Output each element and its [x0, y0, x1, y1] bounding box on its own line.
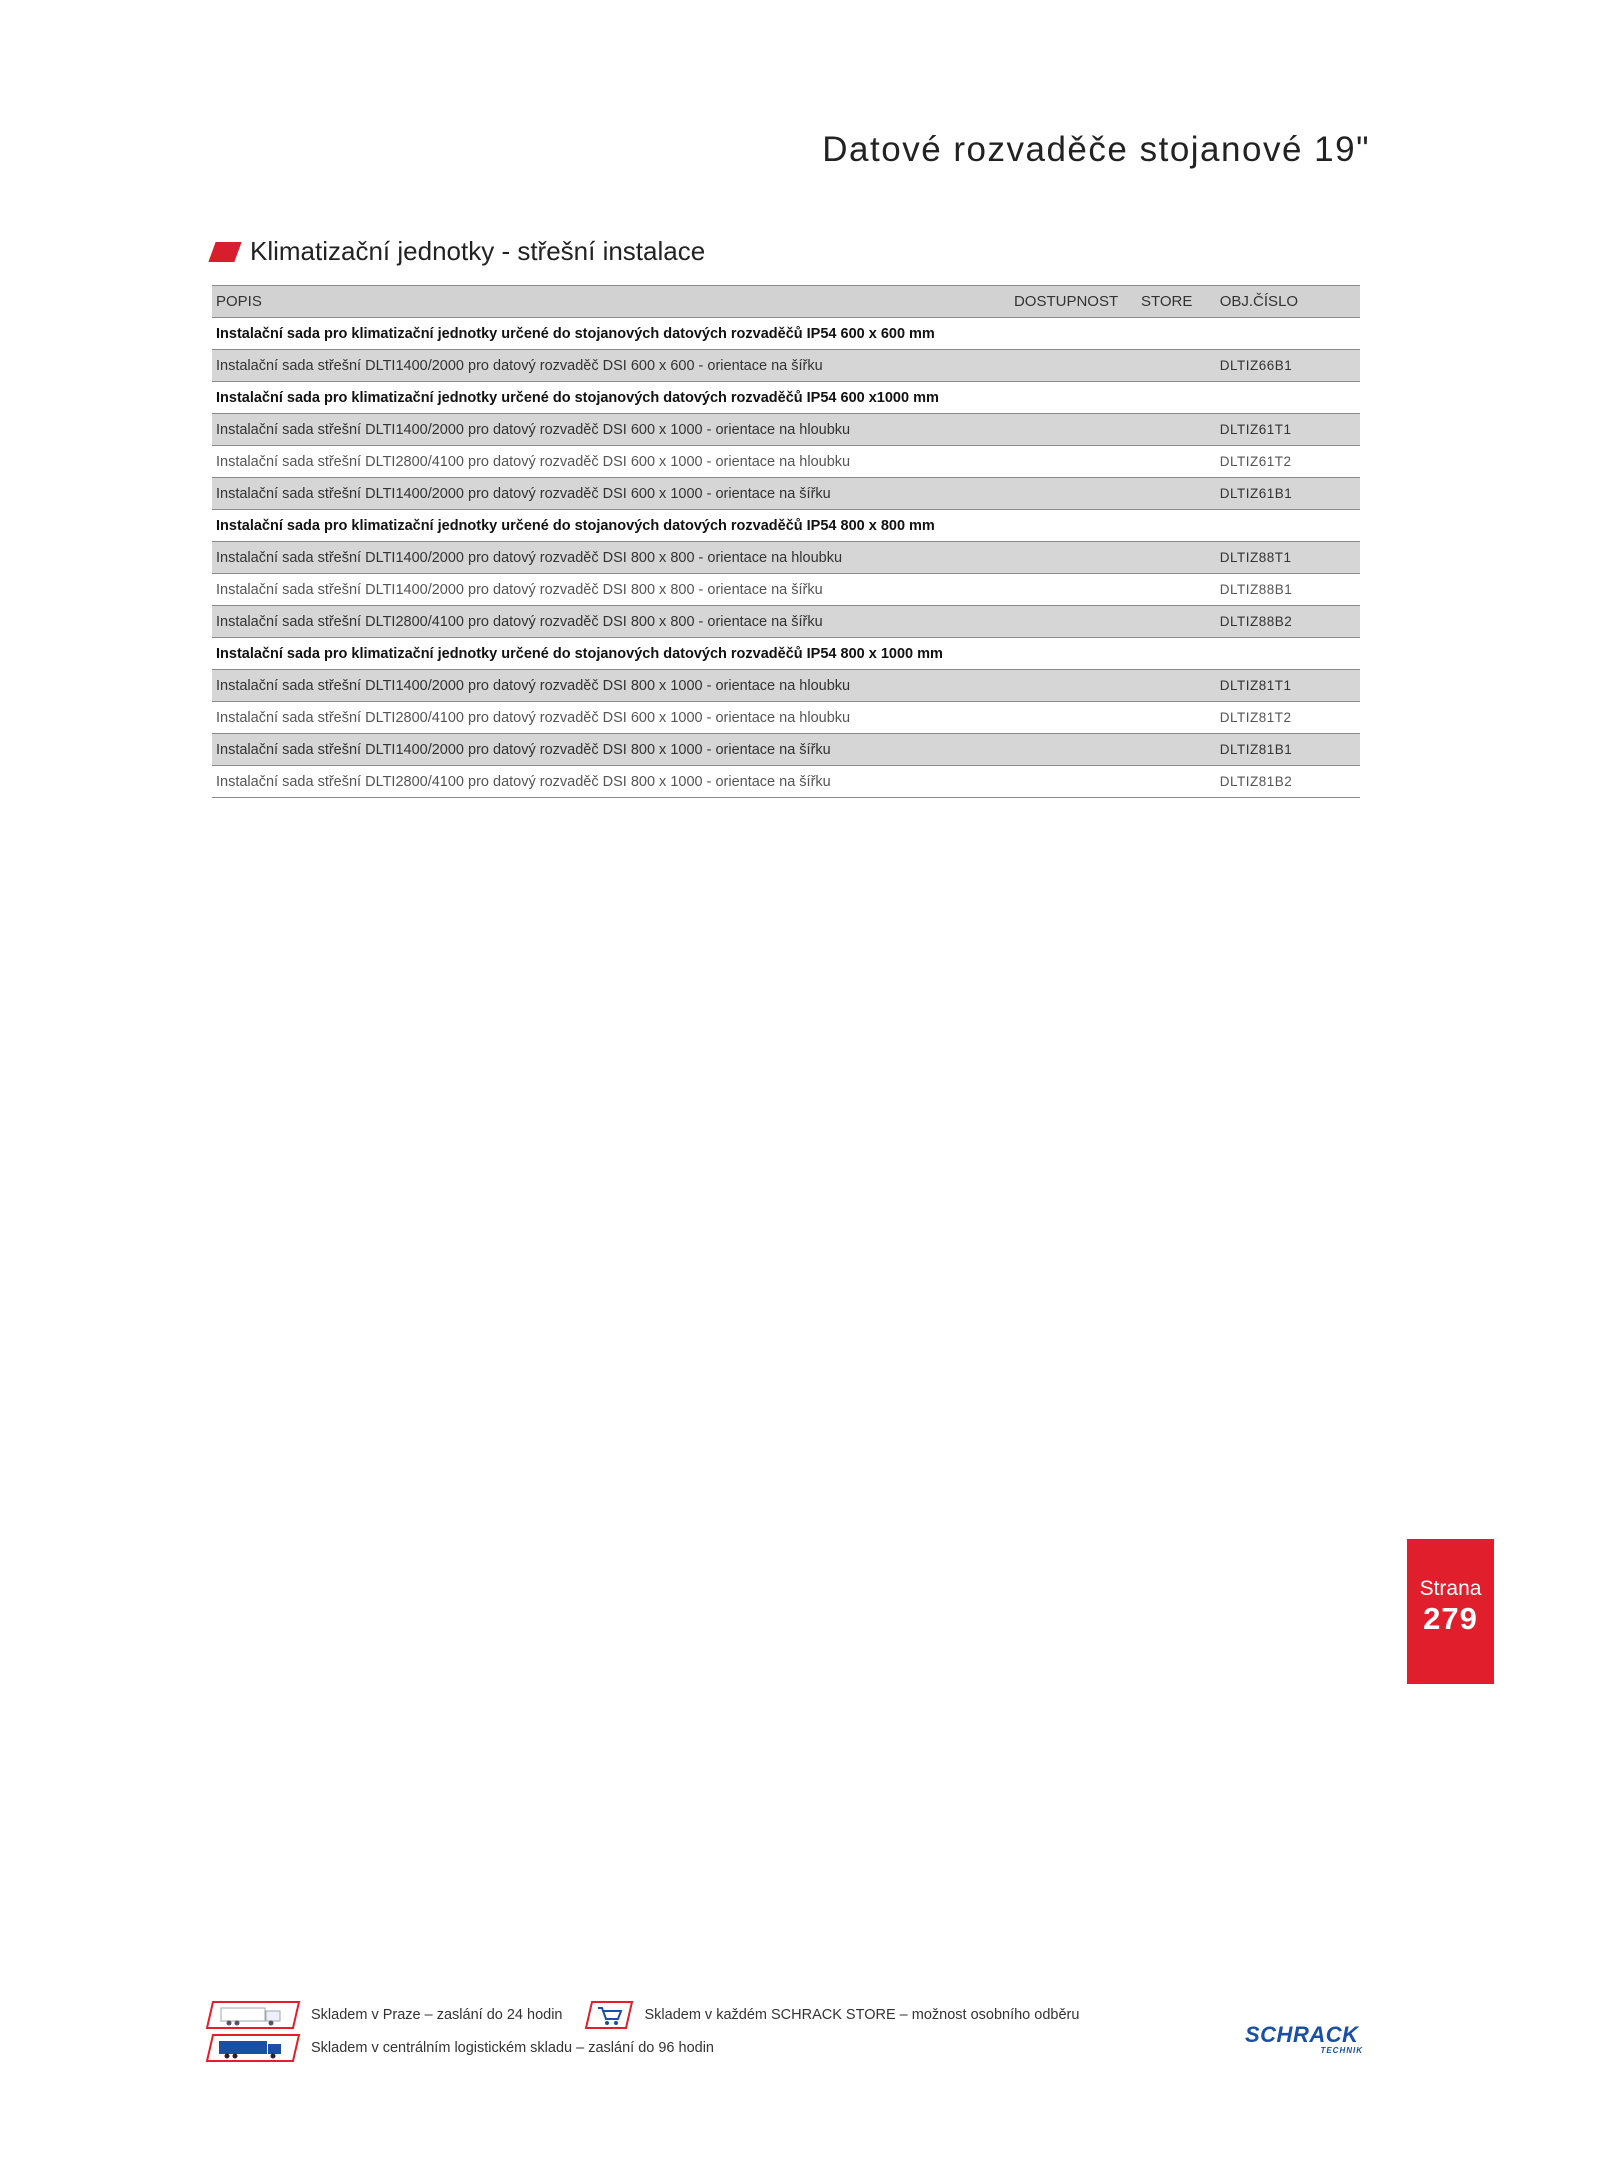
- item-availability: [1010, 446, 1137, 478]
- brand-name: SCHRACK: [1245, 2022, 1359, 2047]
- table-row: [212, 414, 1360, 446]
- header-description: POPIS: [212, 286, 1010, 318]
- item-store: [1137, 574, 1216, 606]
- item-store: [1137, 478, 1216, 510]
- header-store: STORE: [1137, 286, 1216, 318]
- legend-row-1: [205, 2000, 1101, 2030]
- table-group-row: [212, 382, 1360, 414]
- item-description: Instalační sada střešní DLTI1400/2000 pro datový rozvaděč DSI 800 x 800 - orientace na hloubku: [212, 542, 1010, 574]
- item-availability: [1010, 414, 1137, 446]
- section-title: Klimatizační jednotky - střešní instalace: [250, 236, 706, 266]
- item-store: [1137, 702, 1216, 734]
- table-row: [212, 702, 1360, 734]
- header-order-number: OBJ.ČÍSLO: [1216, 286, 1360, 318]
- legend-central: [205, 2033, 714, 2063]
- item-order-number: DLTIZ88B1: [1216, 574, 1360, 606]
- group-description: Instalační sada pro klimatizační jednotky určené do stojanových datových rozvaděčů IP54 800 x 1000 mm: [212, 638, 1360, 670]
- item-description: Instalační sada střešní DLTI1400/2000 pro datový rozvaděč DSI 800 x 800 - orientace na šířku: [212, 574, 1010, 606]
- item-store: [1137, 670, 1216, 702]
- item-order-number: DLTIZ61T1: [1216, 414, 1360, 446]
- item-store: [1137, 606, 1216, 638]
- item-description: Instalační sada střešní DLTI1400/2000 pro datový rozvaděč DSI 600 x 1000 - orientace na hloubku: [212, 414, 1010, 446]
- item-availability: [1010, 574, 1137, 606]
- table-row: [212, 478, 1360, 510]
- item-availability: [1010, 766, 1137, 798]
- item-store: [1137, 350, 1216, 382]
- legend-row-2: [205, 2033, 736, 2063]
- table-row: [212, 606, 1360, 638]
- group-description: Instalační sada pro klimatizační jednotky určené do stojanových datových rozvaděčů IP54 600 x 600 mm: [212, 318, 1360, 350]
- table-row: [212, 350, 1360, 382]
- table-row: [212, 574, 1360, 606]
- page-number: 279: [1423, 1601, 1478, 1636]
- item-store: [1137, 734, 1216, 766]
- item-store: [1137, 542, 1216, 574]
- item-description: Instalační sada střešní DLTI1400/2000 pro datový rozvaděč DSI 800 x 1000 - orientace na šířku: [212, 734, 1010, 766]
- table-row: [212, 670, 1360, 702]
- item-availability: [1010, 478, 1137, 510]
- table-row: [212, 446, 1360, 478]
- truck-white-icon: [205, 2000, 301, 2030]
- legend-prague: [205, 2000, 562, 2030]
- item-order-number: DLTIZ81B2: [1216, 766, 1360, 798]
- table-group-row: [212, 318, 1360, 350]
- item-order-number: DLTIZ61B1: [1216, 478, 1360, 510]
- item-order-number: DLTIZ88B2: [1216, 606, 1360, 638]
- group-description: Instalační sada pro klimatizační jednotky určené do stojanových datových rozvaděčů IP54 600 x1000 mm: [212, 382, 1360, 414]
- item-availability: [1010, 734, 1137, 766]
- item-order-number: DLTIZ61T2: [1216, 446, 1360, 478]
- page-tab-label: Strana: [1419, 1577, 1482, 1600]
- item-availability: [1010, 350, 1137, 382]
- schrack-logo: [1245, 2022, 1367, 2054]
- page-number-tab: [1407, 1539, 1494, 1684]
- item-store: [1137, 766, 1216, 798]
- item-availability: [1010, 702, 1137, 734]
- table-row: [212, 766, 1360, 798]
- legend-central-text: Skladem v centrálním logistickém skladu – zaslání do 96 hodin: [311, 2040, 714, 2056]
- item-description: Instalační sada střešní DLTI1400/2000 pro datový rozvaděč DSI 600 x 1000 - orientace na šířku: [212, 478, 1010, 510]
- table-row: [212, 542, 1360, 574]
- item-description: Instalační sada střešní DLTI1400/2000 pro datový rozvaděč DSI 800 x 1000 - orientace na hloubku: [212, 670, 1010, 702]
- table-group-row: [212, 638, 1360, 670]
- header-availability: DOSTUPNOST: [1010, 286, 1137, 318]
- legend-store-text: Skladem v každém SCHRACK STORE – možnost osobního odběru: [644, 2007, 1080, 2023]
- legend-store: [584, 2000, 1079, 2030]
- item-availability: [1010, 670, 1137, 702]
- table-group-row: [212, 510, 1360, 542]
- item-description: Instalační sada střešní DLTI2800/4100 pro datový rozvaděč DSI 800 x 1000 - orientace na šířku: [212, 766, 1010, 798]
- item-order-number: DLTIZ81B1: [1216, 734, 1360, 766]
- brand-sub: TECHNIK: [1320, 2046, 1363, 2055]
- item-availability: [1010, 542, 1137, 574]
- section-heading: [212, 236, 705, 267]
- shopping-cart-icon: [584, 2000, 634, 2030]
- item-description: Instalační sada střešní DLTI2800/4100 pro datový rozvaděč DSI 600 x 1000 - orientace na hloubku: [212, 702, 1010, 734]
- item-description: Instalační sada střešní DLTI2800/4100 pro datový rozvaděč DSI 800 x 800 - orientace na šířku: [212, 606, 1010, 638]
- table-row: [212, 734, 1360, 766]
- table-body: [212, 318, 1360, 798]
- table-header-row: [212, 286, 1360, 318]
- item-description: Instalační sada střešní DLTI2800/4100 pro datový rozvaděč DSI 600 x 1000 - orientace na hloubku: [212, 446, 1010, 478]
- product-table: [212, 285, 1360, 798]
- item-store: [1137, 414, 1216, 446]
- item-order-number: DLTIZ81T1: [1216, 670, 1360, 702]
- item-order-number: DLTIZ81T2: [1216, 702, 1360, 734]
- item-order-number: DLTIZ66B1: [1216, 350, 1360, 382]
- item-order-number: DLTIZ88T1: [1216, 542, 1360, 574]
- legend-prague-text: Skladem v Praze – zaslání do 24 hodin: [311, 2007, 563, 2023]
- item-availability: [1010, 606, 1137, 638]
- section-marker-icon: [208, 242, 241, 262]
- truck-blue-icon: [205, 2033, 301, 2063]
- item-store: [1137, 446, 1216, 478]
- item-description: Instalační sada střešní DLTI1400/2000 pro datový rozvaděč DSI 600 x 600 - orientace na šířku: [212, 350, 1010, 382]
- group-description: Instalační sada pro klimatizační jednotky určené do stojanových datových rozvaděčů IP54 800 x 800 mm: [212, 510, 1360, 542]
- page-title: Datové rozvaděče stojanové 19": [822, 130, 1370, 169]
